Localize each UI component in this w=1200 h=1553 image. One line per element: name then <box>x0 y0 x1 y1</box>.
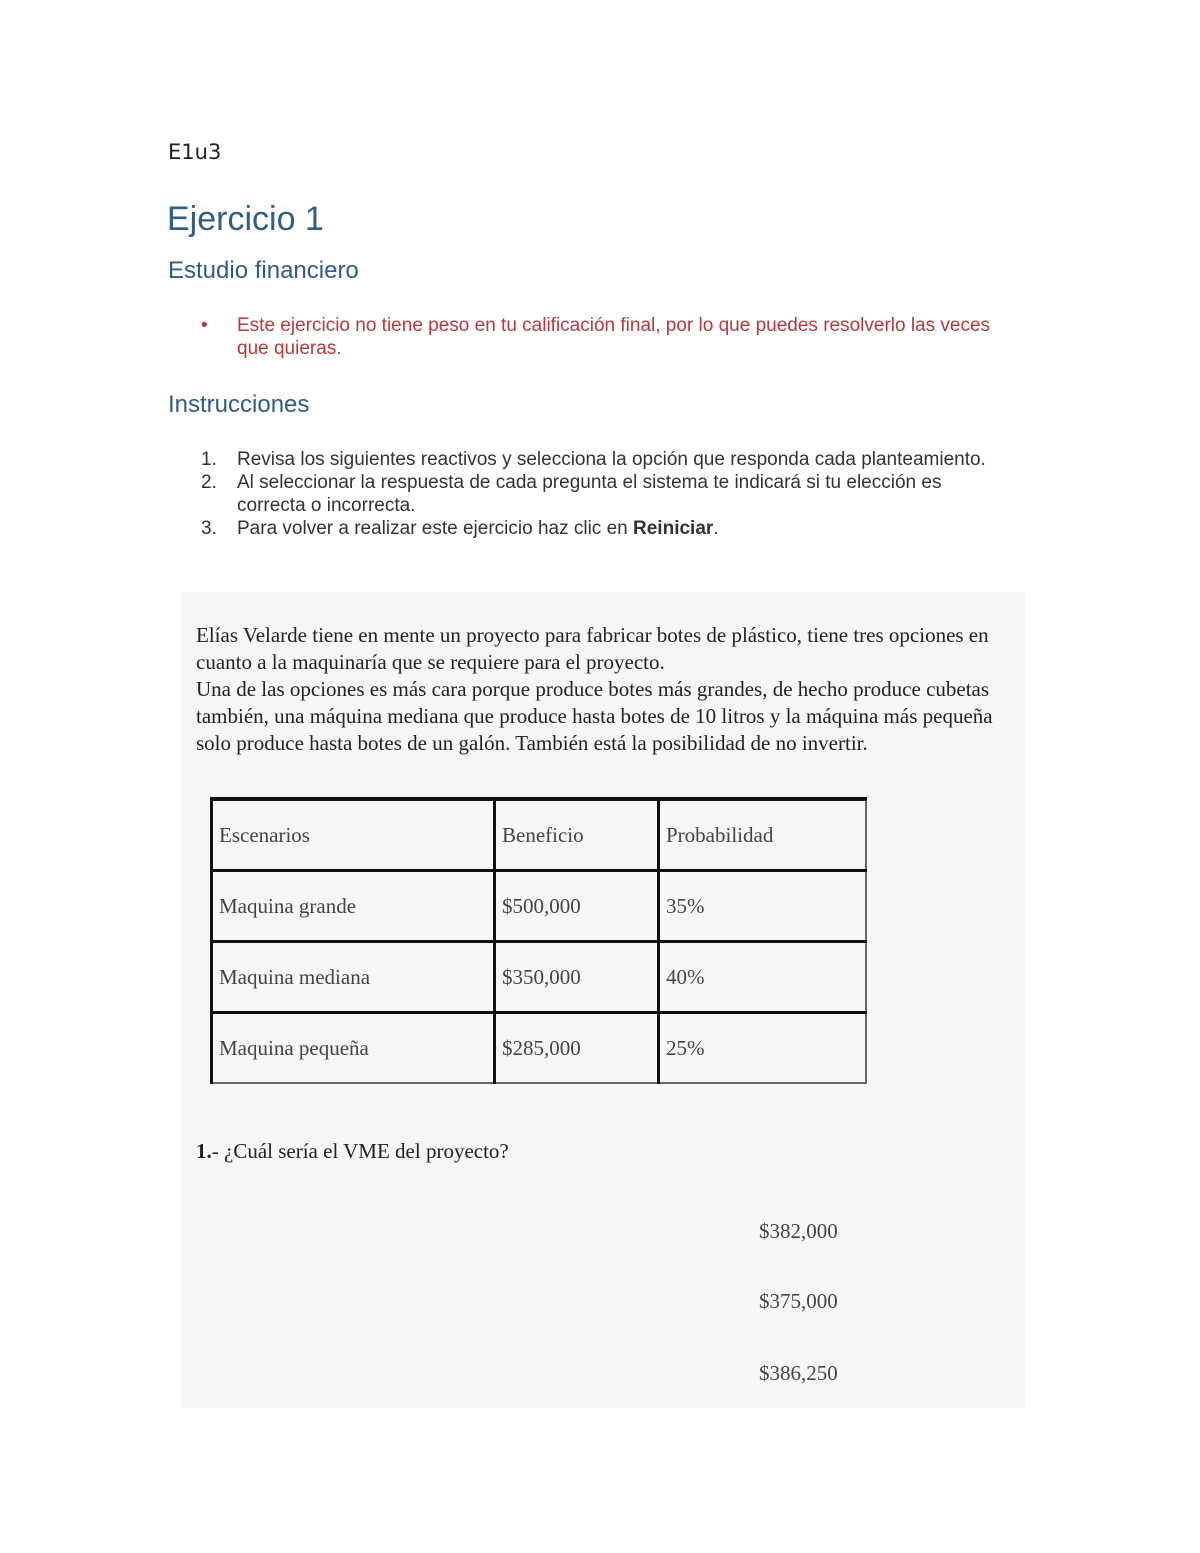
table-row <box>212 871 867 942</box>
restart-keyword: Reiniciar <box>633 518 714 539</box>
document-code: E1u3 <box>168 140 222 164</box>
instruction-step <box>168 517 1008 540</box>
scenario-paragraph: Una de las opciones es más cara porque produce botes más grandes, de hecho produce cubetas también, una máquina mediana que produce hasta botes de 10 litros y la máquina más pequeña solo produce hasta botes de un galón. También está la posibilidad de no invertir. <box>196 677 993 755</box>
step-text-end: . <box>713 518 719 539</box>
step-text: Revisa los siguientes reactivos y selecciona la opción que responda cada planteamiento. <box>237 449 986 470</box>
exercise-panel <box>181 592 1025 1408</box>
page-title: Ejercicio 1 <box>167 200 324 238</box>
question-number: 1. <box>196 1139 212 1163</box>
scenario-text <box>196 622 1016 757</box>
question-text: - ¿Cuál sería el VME del proyecto? <box>211 1139 509 1163</box>
scenario-paragraph: Elías Velarde tiene en mente un proyecto para fabricar botes de plástico, tiene tres opciones en cuanto a la maquinaría que se requiere para el proyecto. <box>196 623 989 674</box>
question-1 <box>196 1139 509 1164</box>
table-cell: $500,000 <box>495 871 659 942</box>
table-cell: 40% <box>659 942 867 1013</box>
table-row <box>212 1013 867 1084</box>
scenarios-table <box>210 797 867 1084</box>
table-cell: Maquina pequeña <box>212 1013 495 1084</box>
answer-option[interactable]: $382,000 <box>759 1219 838 1243</box>
table-header-cell: Beneficio <box>495 799 659 871</box>
table-cell: 35% <box>659 871 867 942</box>
table-cell: Maquina mediana <box>212 942 495 1013</box>
table-header-cell: Probabilidad <box>659 799 867 871</box>
table-cell: Maquina grande <box>212 871 495 942</box>
note-list <box>168 314 1008 360</box>
bullet-icon: • <box>201 315 208 336</box>
instruction-step <box>168 448 1008 471</box>
note-item <box>168 314 1008 360</box>
step-text: Al seleccionar la respuesta de cada pregunta el sistema te indicará si tu elección es correcta o incorrecta. <box>237 472 942 516</box>
note-text: Este ejercicio no tiene peso en tu calificación final, por lo que puedes resolverlo las veces que quieras. <box>237 315 991 359</box>
table-row <box>212 942 867 1013</box>
step-number: 2. <box>201 472 217 493</box>
table-header-row <box>212 799 867 871</box>
step-number: 1. <box>201 449 217 470</box>
instructions-heading: Instrucciones <box>168 391 310 418</box>
table-cell: 25% <box>659 1013 867 1084</box>
step-number: 3. <box>201 518 217 539</box>
instructions-list <box>168 448 1008 540</box>
step-text: Para volver a realizar este ejercicio haz clic en <box>237 518 634 539</box>
table-cell: $350,000 <box>495 942 659 1013</box>
instruction-step <box>168 471 1008 517</box>
section-subtitle: Estudio financiero <box>168 257 359 284</box>
answer-option[interactable]: $375,000 <box>759 1289 838 1313</box>
answer-option[interactable]: $386,250 <box>759 1361 838 1385</box>
table-cell: $285,000 <box>495 1013 659 1084</box>
table-header-cell: Escenarios <box>212 799 495 871</box>
